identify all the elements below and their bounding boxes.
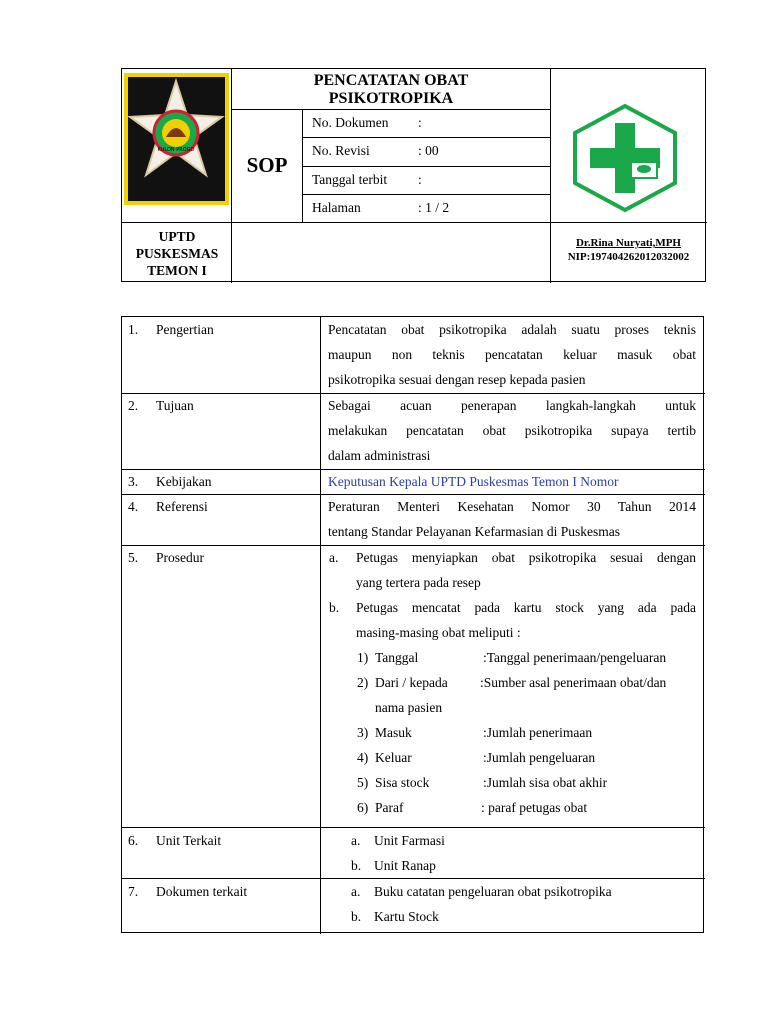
row-label-tujuan: Tujuan (156, 398, 194, 413)
sub-item-number: 5) (357, 775, 369, 790)
sub-item-number: 3) (357, 725, 369, 740)
row-text-line: maupun non teknis pencatatan keluar masuk obat (328, 347, 696, 362)
prosedur-b-line: Petugas mencatat pada kartu stock yang ada pada (356, 600, 696, 615)
row-text-line: tentang Standar Pelayanan Kefarmasian di Puskesmas (328, 524, 621, 539)
sub-item-number: 4) (357, 750, 369, 765)
sub-item-number: 2) (357, 675, 369, 690)
document-item: Buku catatan pengeluaran obat psikotropika (374, 884, 612, 899)
org-line-2: PUSKESMAS (135, 246, 219, 261)
sub-item-key: Masuk (375, 725, 412, 740)
list-letter: a. (329, 550, 339, 565)
divider (302, 137, 550, 138)
sub-item-key: Dari / kepada (375, 675, 448, 690)
row-number: 3. (128, 474, 139, 489)
row-label-referensi: Referensi (156, 499, 208, 514)
meta-value-tanggal: : (418, 172, 422, 187)
unit-item: Unit Farmasi (374, 833, 445, 848)
row-text-line: psikotropika sesuai dengan resep kepada pasien (328, 372, 586, 387)
row-text-line: Peraturan Menteri Kesehatan Nomor 30 Tahun 2014 (328, 499, 696, 514)
sub-item-key: Keluar (375, 750, 412, 765)
title-line-1: PENCATATAN OBAT (313, 72, 469, 89)
sub-item-key: Paraf (375, 800, 404, 815)
row-number: 7. (128, 884, 139, 899)
sub-item-key: Sisa stock (375, 775, 430, 790)
sub-item-continuation: nama pasien (375, 700, 443, 715)
sub-item-number: 6) (357, 800, 369, 815)
prosedur-a-line: yang tertera pada resep (356, 575, 481, 590)
row-text-line: Keputusan Kepala UPTD Puskesmas Temon I Nomor (328, 474, 619, 489)
sub-item-key: Tanggal (375, 650, 419, 665)
row-text-line: dalam administrasi (328, 448, 431, 463)
divider (302, 166, 550, 167)
sub-item-value: :Sumber asal penerimaan obat/dan (480, 675, 667, 690)
document-title (232, 69, 550, 109)
list-letter: b. (351, 858, 362, 873)
row-number: 2. (128, 398, 139, 413)
meta-value-dokumen: : (418, 115, 422, 130)
sub-item-number: 1) (357, 650, 369, 665)
row-number: 6. (128, 833, 139, 848)
row-number: 5. (128, 550, 139, 565)
puskesmas-logo (569, 103, 681, 213)
prosedur-a-line: Petugas menyiapkan obat psikotropika sesuai dengan (356, 550, 696, 565)
sop-header-table (121, 68, 706, 282)
org-line-1: UPTD (158, 229, 196, 244)
signer-nip: NIP:197404262012032002 (567, 251, 690, 263)
org-line-3: TEMON I (147, 263, 207, 278)
row-label-kebijakan: Kebijakan (156, 474, 212, 489)
meta-label-revisi: No. Revisi (312, 143, 370, 158)
document-item: Kartu Stock (374, 909, 439, 924)
logo-text: KULON PROGO (157, 147, 195, 153)
meta-label-halaman: Halaman (312, 200, 361, 215)
signer-block (550, 222, 707, 283)
list-letter: b. (329, 600, 340, 615)
signer-name: Dr.Rina Nuryati,MPH (575, 237, 681, 249)
row-text-line: Sebagai acuan penerapan langkah-langkah untuk (328, 398, 696, 413)
divider (302, 194, 550, 195)
sub-item-value: :Jumlah pengeluaran (483, 750, 596, 765)
row-number: 4. (128, 499, 139, 514)
unit-item: Unit Ranap (374, 858, 436, 873)
row-number: 1. (128, 322, 139, 337)
organization-name (122, 222, 232, 283)
kulon-progo-logo (124, 73, 229, 205)
sub-item-value: :Jumlah sisa obat akhir (483, 775, 608, 790)
list-letter: a. (351, 884, 361, 899)
meta-value-halaman: : 1 / 2 (418, 200, 450, 215)
row-label-pengertian: Pengertian (156, 322, 214, 337)
sub-item-value: :Tanggal penerimaan/pengeluaran (483, 650, 667, 665)
column-divider (320, 317, 321, 934)
row-text-line: melakukan pencatatan obat psikotropika supaya tertib (328, 423, 696, 438)
sub-item-value: : paraf petugas obat (481, 800, 588, 815)
row-label-prosedur: Prosedur (156, 550, 204, 565)
sop-label: SOP (246, 153, 288, 177)
meta-label-dokumen: No. Dokumen (312, 115, 389, 130)
prosedur-b-line: masing-masing obat meliputi : (356, 625, 521, 640)
list-letter: a. (351, 833, 361, 848)
meta-value-revisi: : 00 (418, 143, 439, 158)
sop-content-table (121, 316, 704, 933)
row-label-dokumen-terkait: Dokumen terkait (156, 884, 248, 899)
title-line-2: PSIKOTROPIKA (328, 90, 454, 107)
row-text-line: Pencatatan obat psikotropika adalah suatu proses teknis (328, 322, 696, 337)
sub-item-value: :Jumlah penerimaan (483, 725, 593, 740)
list-letter: b. (351, 909, 362, 924)
meta-label-tanggal: Tanggal terbit (312, 172, 388, 187)
row-label-unit-terkait: Unit Terkait (156, 833, 222, 848)
